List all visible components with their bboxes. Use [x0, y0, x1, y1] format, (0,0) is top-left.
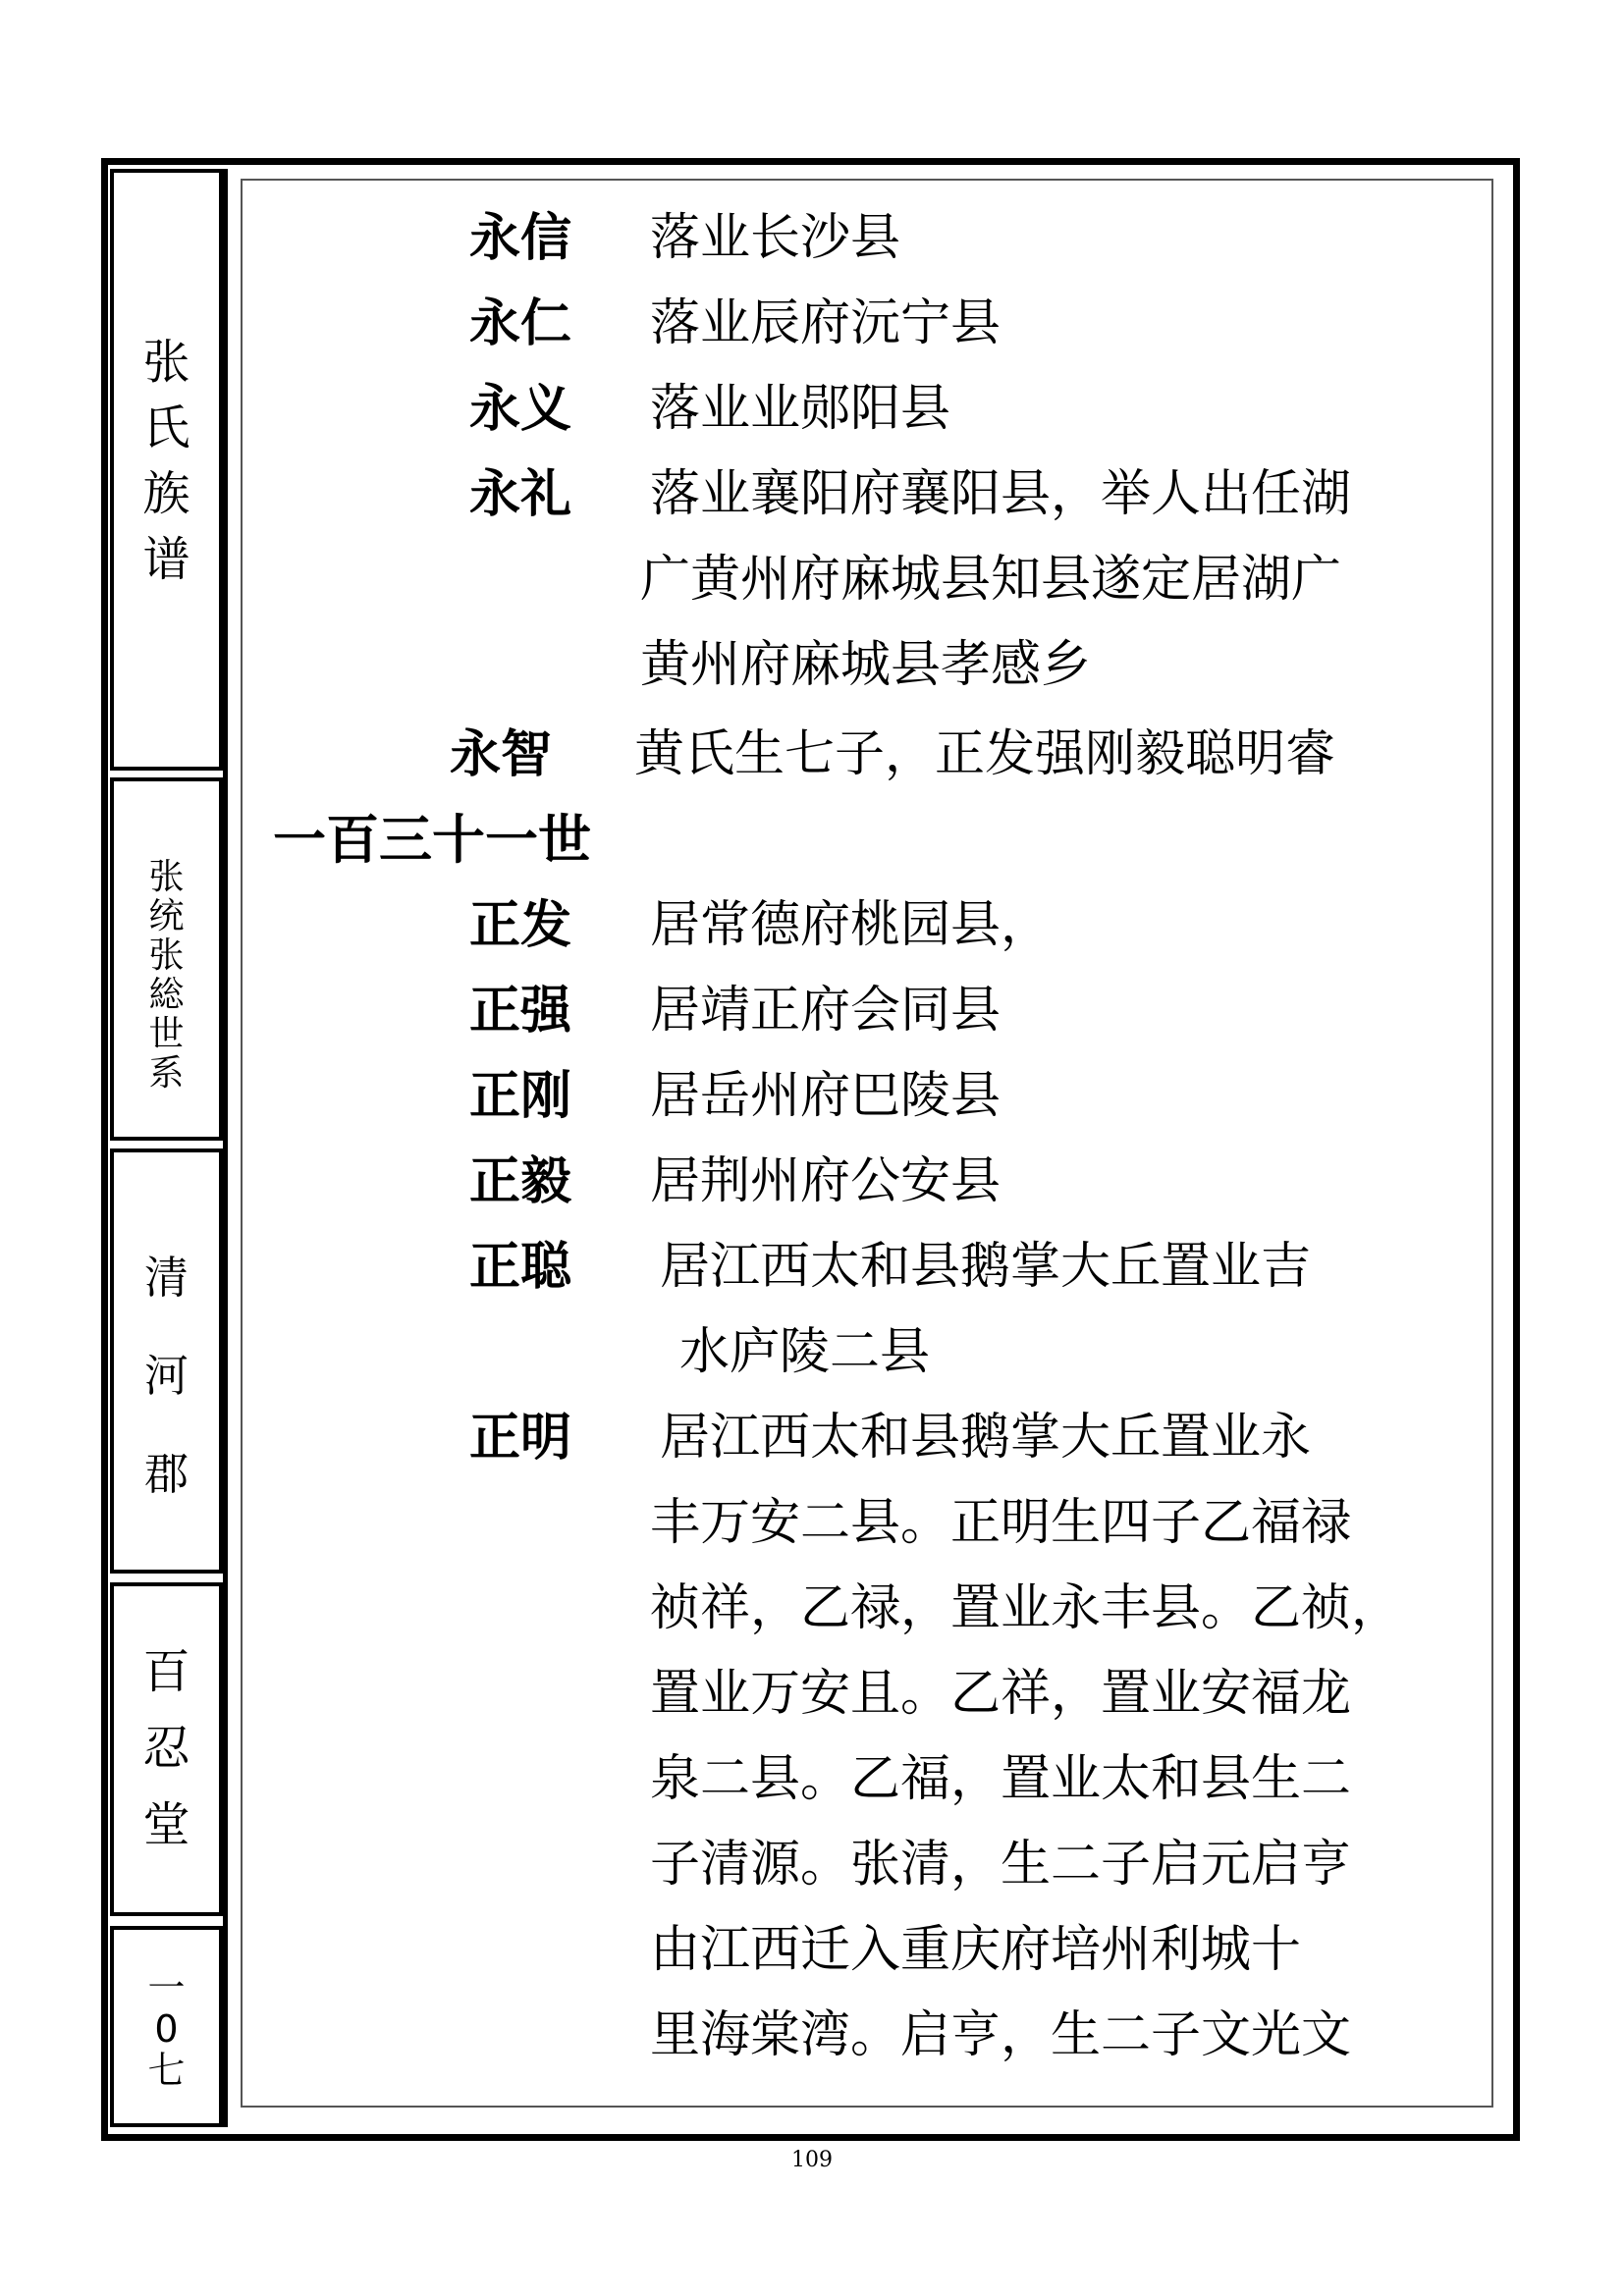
entry-text: 里海棠湾。启亨，生二子文光文	[650, 2006, 1352, 2064]
entry-text: 子清源。张清，生二子启元启亨	[650, 1836, 1352, 1894]
entry-text: 居常德府桃园县，	[650, 896, 1052, 954]
page-number: 109	[791, 2148, 833, 2172]
entry-text: 居荆州府公安县	[650, 1152, 1001, 1210]
entry-name: 永信	[469, 209, 572, 268]
generation-heading: 一百三十一世	[273, 809, 591, 871]
entry-text: 祯祥，乙禄，置业永丰县。乙祯，	[650, 1579, 1402, 1637]
entry-name: 永礼	[469, 465, 572, 524]
side-hall: 百 忍 堂	[142, 1644, 190, 1852]
entry-name: 正聪	[469, 1238, 572, 1297]
entry-text: 居江西太和县鹅掌大丘置业吉	[660, 1238, 1312, 1296]
side-section-box	[110, 777, 223, 1141]
entry-name: 永义	[469, 380, 572, 439]
entry-name: 正强	[469, 982, 572, 1041]
entry-text: 居靖正府会同县	[650, 982, 1001, 1040]
entry-name: 永智	[450, 725, 553, 784]
entry-name: 正发	[469, 896, 572, 955]
side-hall-box	[110, 1582, 223, 1916]
entry-text: 落业辰府沅宁县	[650, 294, 1001, 352]
entry-text: 由江西迁入重庆府培州利城十	[650, 1921, 1302, 1979]
entry-name: 正毅	[469, 1152, 572, 1211]
entry-text: 黄州府麻城县孝感乡	[640, 636, 1092, 694]
entry-name: 永仁	[469, 294, 572, 353]
entry-text: 黄氏生七子，正发强刚毅聪明睿	[634, 725, 1336, 783]
entry-text: 居岳州府巴陵县	[650, 1067, 1001, 1125]
side-section: 张 统 张 総 世 系	[148, 857, 185, 1094]
entry-text: 水庐陵二县	[679, 1323, 931, 1381]
side-title-box	[110, 169, 223, 771]
side-district-box	[110, 1148, 223, 1574]
entry-text: 落业长沙县	[650, 209, 901, 267]
side-district: 清 河 郡	[143, 1252, 189, 1500]
entry-text: 落业襄阳府襄阳县，举人出任湖	[650, 465, 1352, 523]
entry-text: 广黄州府麻城县知县遂定居湖广	[640, 551, 1342, 609]
entry-text: 丰万安二县。正明生四子乙福禄	[650, 1494, 1352, 1552]
side-title: 张 氏 族 谱	[142, 335, 190, 587]
entry-name: 正明	[469, 1409, 572, 1468]
entry-text: 泉二县。乙福，置业太和县生二	[650, 1750, 1352, 1808]
side-page-box	[110, 1926, 223, 2127]
side-page-number: 一 0 七	[147, 1966, 186, 2092]
entry-text: 居江西太和县鹅掌大丘置业永	[660, 1409, 1312, 1467]
entry-text: 落业业郧阳县	[650, 380, 951, 438]
entry-name: 正刚	[469, 1067, 572, 1126]
entry-text: 置业万安且。乙祥，置业安福龙	[650, 1665, 1352, 1723]
